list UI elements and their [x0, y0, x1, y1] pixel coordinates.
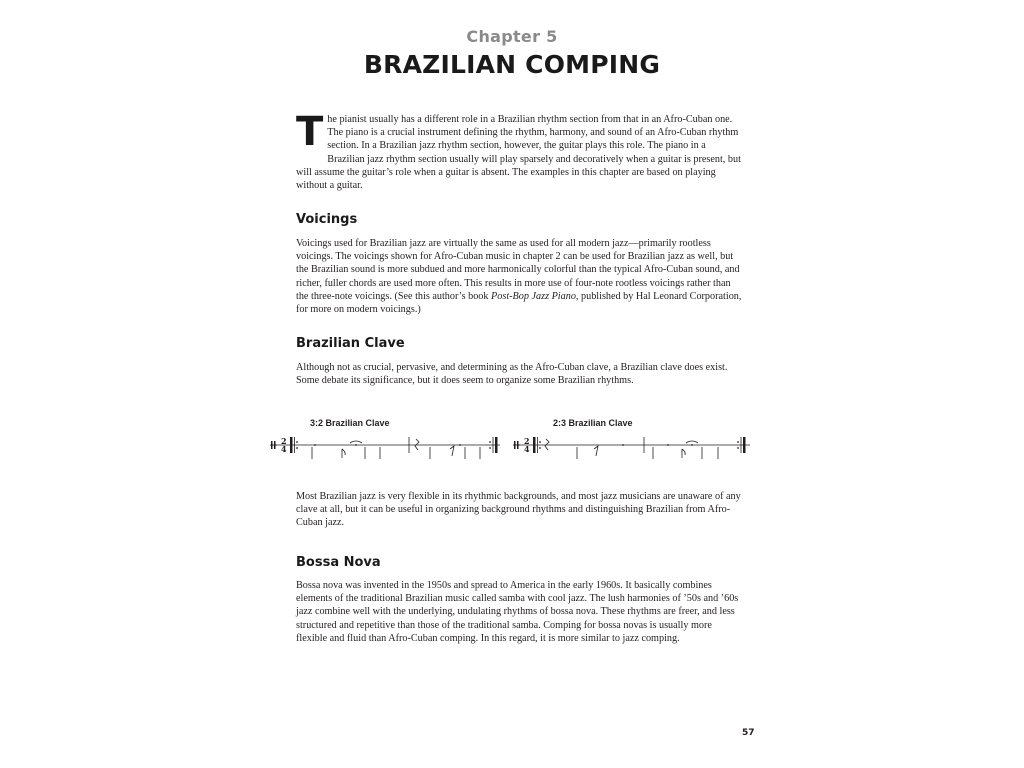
example-title-3-2: 3:2 Brazilian Clave [310, 418, 390, 428]
time-sig-top-1: 2 [281, 436, 287, 446]
clave-notation [270, 412, 755, 472]
intro-text: he pianist usually has a different role in a Brazilian rhythm section from that in an Afro-Cuban one. The piano is a crucial instrument defining the rhythm, harmony, and sound of an Afro-Cuban rhythm section. In a Brazilian jazz rhythm section, however, the guitar plays this role. The piano in a Brazilian jazz rhythm section usually will play sparsely and decoratively when a guitar is present, but will assume the guitar’s role when a guitar is absent. The examples in this chapter are based on playing without a guitar. [296, 114, 741, 192]
rhythm-measure-3 [545, 439, 624, 459]
rhythm-measure-2 [415, 439, 480, 459]
chapter-label: Chapter 5 [466, 27, 558, 46]
time-sig-bottom-2: 4 [524, 444, 530, 454]
drop-cap: T [296, 109, 324, 155]
bossa-nova-paragraph: Bossa nova was invented in the 1950s and spread to America in the early 1960s. It basically combines elements of the traditional Brazilian music called samba with cool jazz. The lush harmonies of ’50s and ’60s jazz combine well with the underlying, undulating rhythms of bossa nova. These rhythms are freer, and less structured and repetitive than those of the traditional samba. Comping for bossa novas is usually more flexible and fluid than Afro-Cuban comping. In this regard, it is more similar to jazz comping. [296, 580, 739, 644]
time-sig-bottom-1: 4 [281, 444, 287, 454]
voicings-text-1: Voicings used for Brazilian jazz are virtually the same as used for all modern jazz—primarily rootless voicings. The voicings shown for Afro-Cuban music in chapter 2 can be used for Brazilian jazz as well, but the Brazilian sound is more subdued and more harmonically colorful than the typical Afro-Cuban sound, and richer, fuller chords are used more often. This results in more use of four-note rootless voicings rather than the three-note voicings. (See this author’s book [296, 238, 740, 302]
intro-paragraph [296, 109, 744, 192]
clave-paragraph: Although not as crucial, pervasive, and determining as the Afro-Cuban clave, a Brazilian clave does exist. Some debate its significance, but it does seem to organize some Brazilian rhythms. [296, 362, 728, 387]
example-title-2-3: 2:3 Brazilian Clave [553, 418, 633, 428]
chapter-title: BRAZILIAN COMPING [363, 50, 661, 79]
time-sig-top-2: 2 [524, 436, 530, 446]
clave-followup-paragraph: Most Brazilian jazz is very flexible in its rhythmic backgrounds, and most jazz musicians are unaware of any clave at all, but it can be useful in organizing background rhythms and distinguishing Brazilian from Afro-Cuban jazz. [296, 491, 741, 529]
rhythm-measure-4 [653, 441, 718, 459]
page-number: 57 [742, 728, 755, 738]
rhythm-measure-1 [312, 441, 380, 459]
voicings-text-2: , published by Hal Leonard Corporation, for more on modern voicings.) [296, 290, 742, 316]
book-title: Post-Bop Jazz Piano [491, 290, 576, 302]
bossa-nova-heading: Bossa Nova [296, 555, 381, 570]
clave-heading: Brazilian Clave [296, 336, 405, 351]
voicings-paragraph [296, 237, 744, 316]
voicings-heading: Voicings [296, 212, 358, 227]
